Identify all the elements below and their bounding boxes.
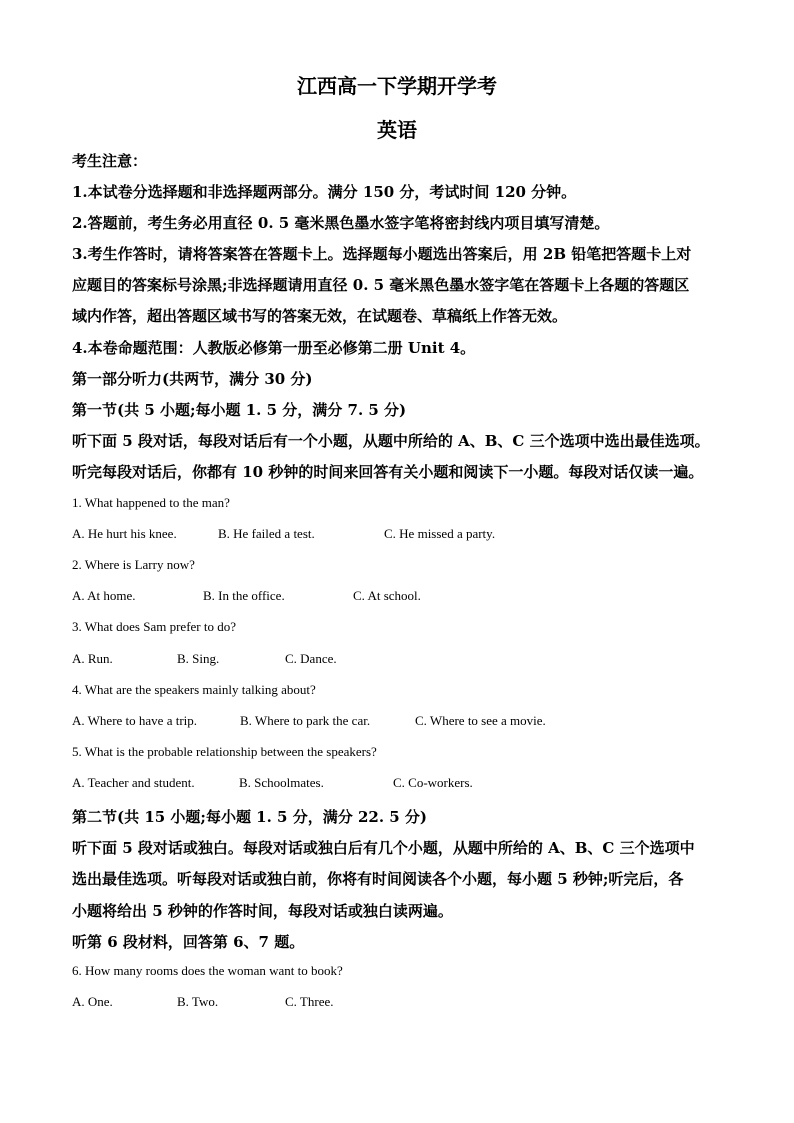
option-c: C. Dance. (285, 651, 337, 666)
section2-title: 第二节(共 15 小题;每小题 1. 5 分，满分 22. 5 分) (72, 808, 428, 826)
exam-title: 江西高一下学期开学考 (297, 74, 497, 98)
question-6: 6. How many rooms does the woman want to book? (72, 963, 343, 978)
option-a: A. He hurt his knee. (72, 526, 177, 541)
exam-subject: 英语 (377, 118, 417, 142)
question-5: 5. What is the probable relationship between the speakers? (72, 744, 377, 759)
option-b: B. Two. (177, 994, 219, 1009)
notice-item: 3.考生作答时，请将答案答在答题卡上。选择题每小题选出答案后，用 2B 铅笔把答题卡上对 (72, 245, 692, 263)
option-a: A. Teacher and student. (72, 775, 195, 790)
option-a: A. Where to have a trip. (72, 713, 198, 728)
option-a: A. One. (72, 994, 113, 1009)
option-c: C. Co-workers. (393, 775, 473, 790)
option-b: B. Sing. (177, 651, 220, 666)
notice-item: 2.答题前，考生务必用直径 0. 5 毫米黑色墨水签字笔将密封线内项目填写清楚。 (72, 214, 610, 232)
part1-title: 第一部分听力(共两节，满分 30 分) (72, 370, 313, 388)
question-3: 3. What does Sam prefer to do? (72, 619, 237, 634)
section2-instruction: 小题将给出 5 秒钟的作答时间，每段对话或独白读两遍。 (72, 902, 453, 920)
material-note: 听第 6 段材料，回答第 6、7 题。 (72, 933, 305, 951)
notice-item: 4.本卷命题范围：人教版必修第一册至必修第二册 Unit 4。 (72, 339, 476, 357)
notice-item: 域内作答，超出答题区域书写的答案无效，在试题卷、草稿纸上作答无效。 (72, 307, 568, 325)
question-1: 1. What happened to the man? (72, 495, 230, 510)
section1-instruction: 听下面 5 段对话，每段对话后有一个小题，从题中所给的 A、B、C 三个选项中选出最佳选项。 (72, 432, 710, 450)
option-c: C. Where to see a movie. (415, 713, 546, 728)
question-2: 2. Where is Larry now? (72, 557, 195, 572)
section1-instruction: 听完每段对话后，你都有 10 秒钟的时间来回答有关小题和阅读下一小题。每段对话仅读一遍。 (72, 463, 704, 481)
question-4: 4. What are the speakers mainly talking about? (72, 682, 316, 697)
option-b: B. In the office. (203, 588, 285, 603)
option-c: C. He missed a party. (384, 526, 496, 541)
option-a: A. Run. (72, 651, 113, 666)
option-b: B. He failed a test. (218, 526, 315, 541)
notice-item: 应题目的答案标号涂黑;非选择题请用直径 0. 5 毫米黑色墨水签字笔在答题卡上各题的答题区 (72, 276, 690, 294)
option-c: C. Three. (285, 994, 334, 1009)
option-b: B. Where to park the car. (240, 713, 371, 728)
section1-title: 第一节(共 5 小题;每小题 1. 5 分，满分 7. 5 分) (72, 401, 407, 419)
section2-instruction: 选出最佳选项。听每段对话或独白前，你将有时间阅读各个小题，每小题 5 秒钟;听完后，各 (72, 870, 684, 888)
option-c: C. At school. (353, 588, 421, 603)
option-b: B. Schoolmates. (239, 775, 324, 790)
option-a: A. At home. (72, 588, 136, 603)
notice-item: 1.本试卷分选择题和非选择题两部分。满分 150 分，考试时间 120 分钟。 (72, 183, 577, 201)
section2-instruction: 听下面 5 段对话或独白。每段对话或独白后有几个小题，从题中所给的 A、B、C 三个选项中 (72, 839, 695, 857)
notice-heading: 考生注意： (72, 152, 148, 170)
